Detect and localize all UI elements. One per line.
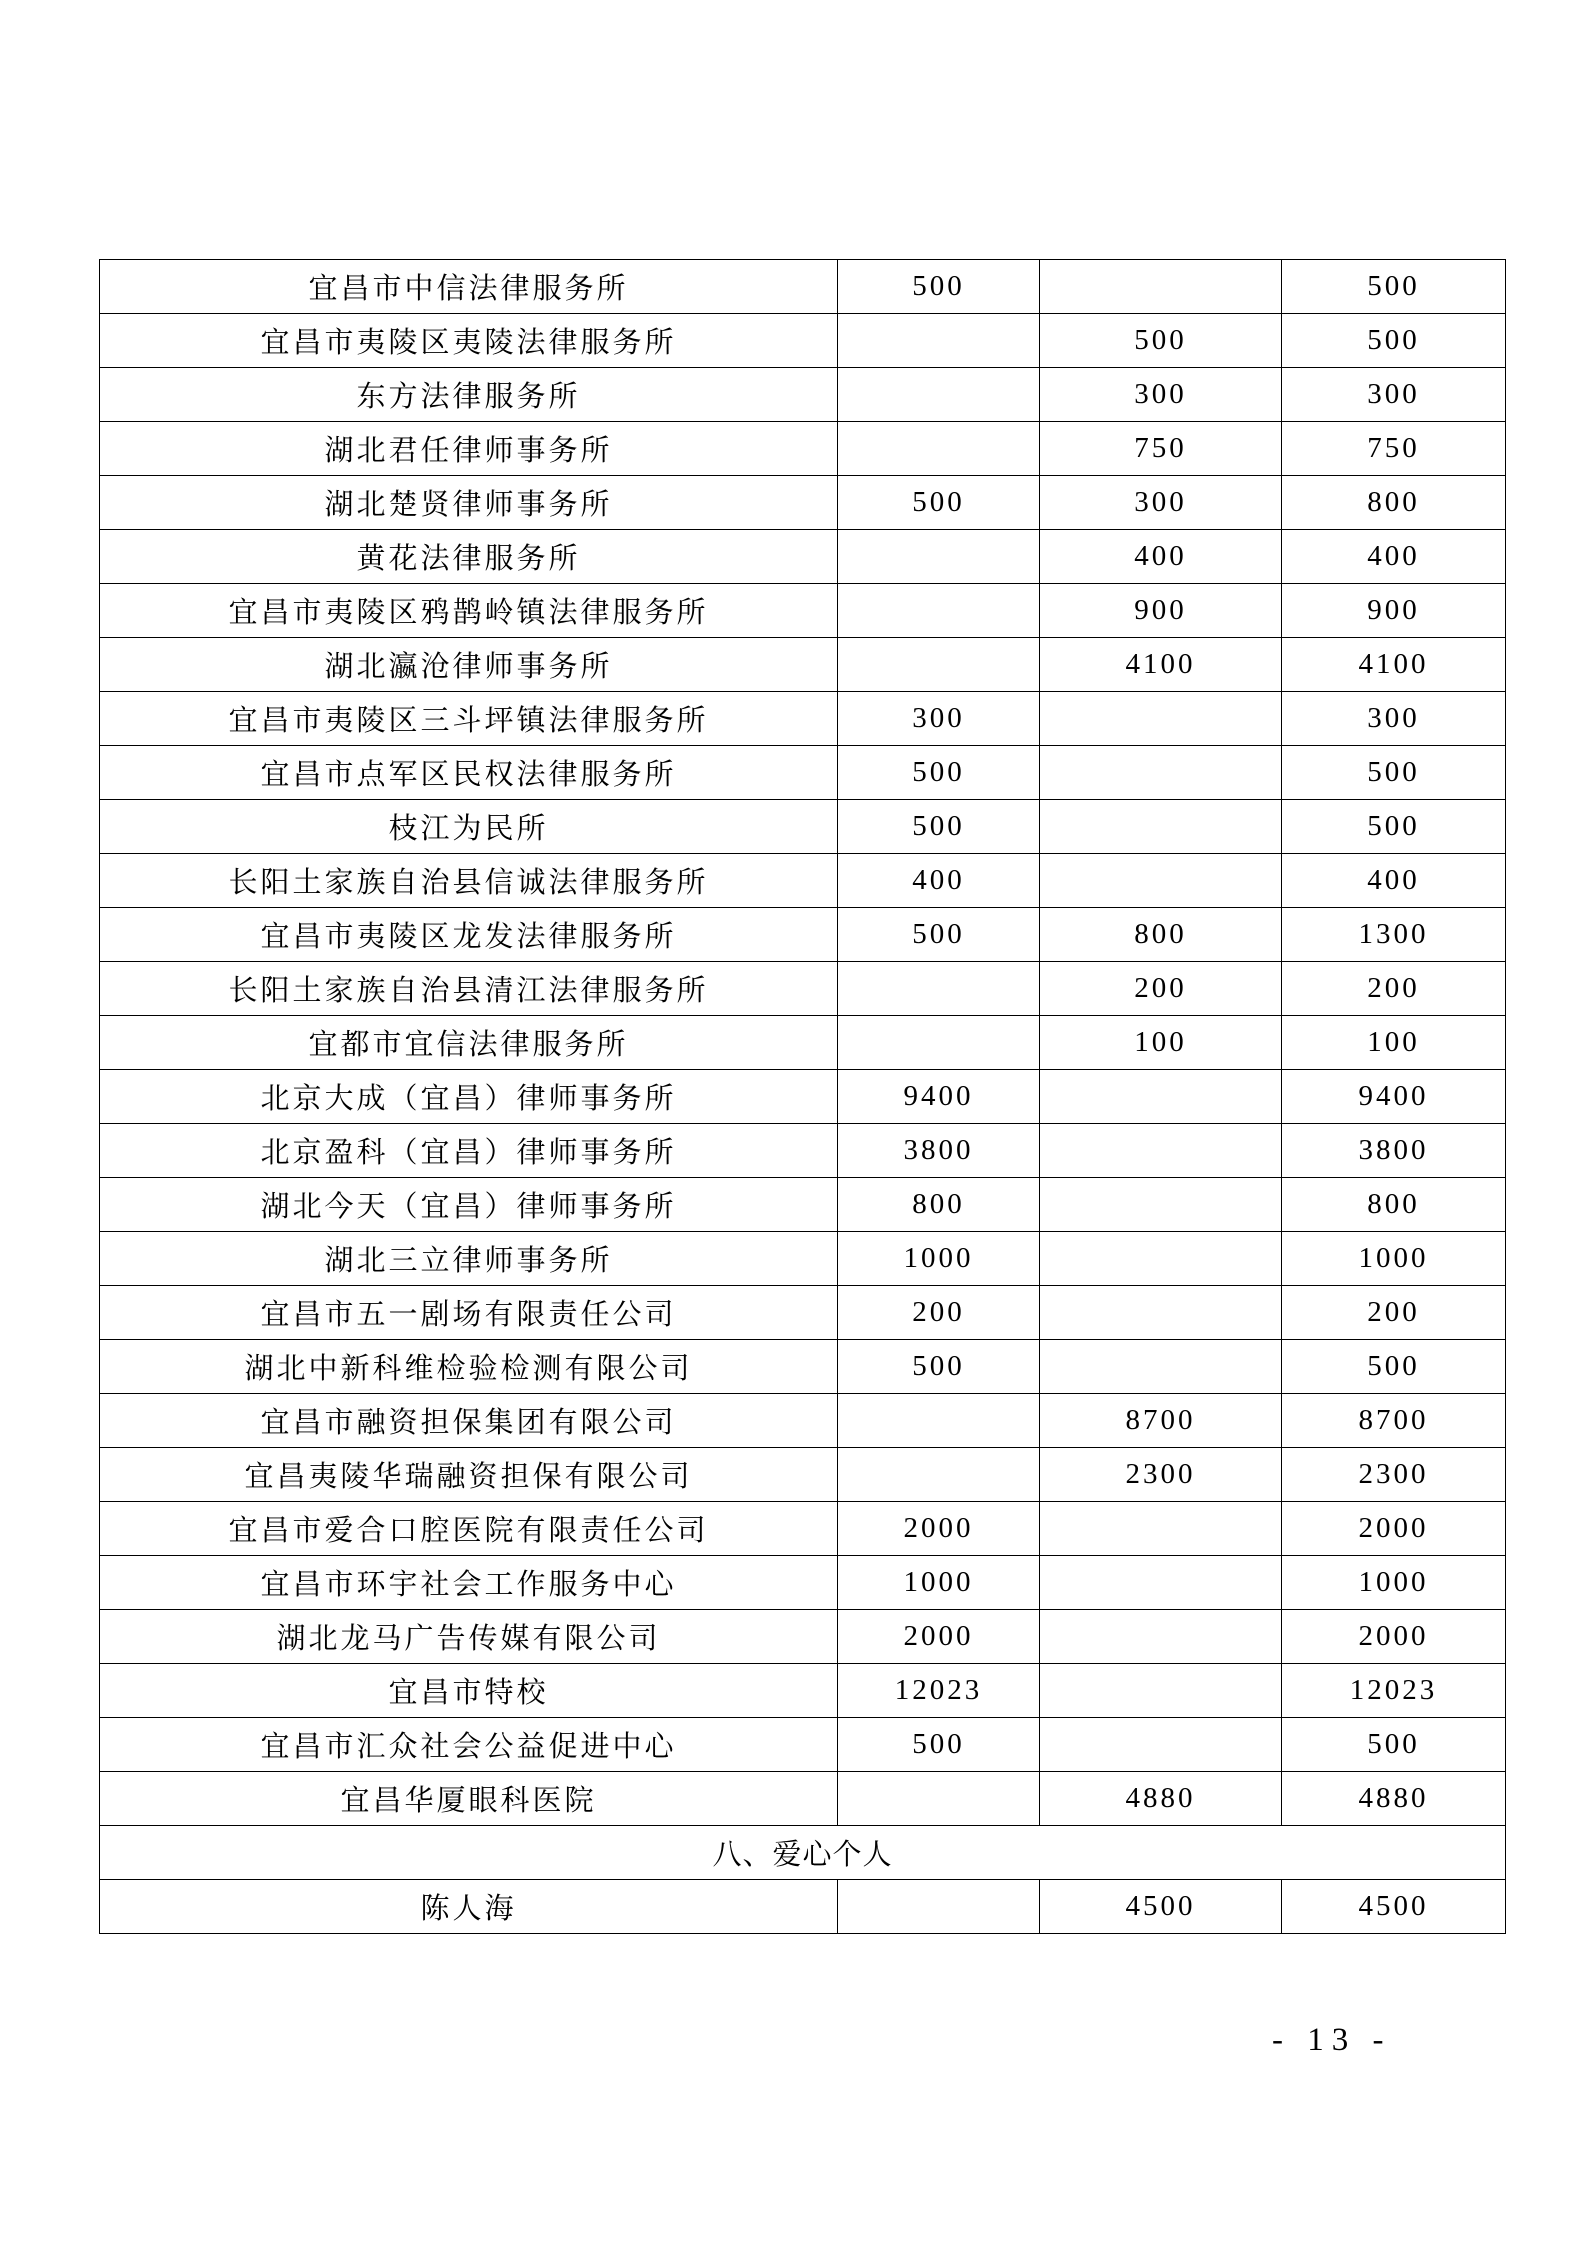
- table-row: [100, 1016, 1506, 1070]
- amount-col-2-cell: [1040, 1610, 1282, 1664]
- donor-name-cell: 湖北三立律师事务所: [100, 1232, 838, 1286]
- donor-name-cell: 宜昌夷陵华瑞融资担保有限公司: [100, 1448, 838, 1502]
- amount-col-2-cell: [1040, 1286, 1282, 1340]
- amount-col-1-cell: 1000: [838, 1232, 1040, 1286]
- amount-total-cell: 500: [1282, 260, 1506, 314]
- table-row: [100, 1232, 1506, 1286]
- amount-col-2-cell: 4880: [1040, 1772, 1282, 1826]
- donor-name-cell: 长阳土家族自治县信诚法律服务所: [100, 854, 838, 908]
- amount-total-cell: 200: [1282, 1286, 1506, 1340]
- amount-total-cell: 500: [1282, 746, 1506, 800]
- amount-col-2-cell: [1040, 1556, 1282, 1610]
- amount-col-1-cell: 500: [838, 476, 1040, 530]
- donor-name-cell: 宜昌市夷陵区鸦鹊岭镇法律服务所: [100, 584, 838, 638]
- amount-col-2-cell: 2300: [1040, 1448, 1282, 1502]
- amount-col-2-cell: [1040, 1502, 1282, 1556]
- amount-col-1-cell: 1000: [838, 1556, 1040, 1610]
- donor-name-cell: 陈人海: [100, 1880, 838, 1934]
- amount-total-cell: 4880: [1282, 1772, 1506, 1826]
- amount-total-cell: 2000: [1282, 1502, 1506, 1556]
- donor-name-cell: 湖北中新科维检验检测有限公司: [100, 1340, 838, 1394]
- table-row: [100, 368, 1506, 422]
- amount-total-cell: 500: [1282, 1340, 1506, 1394]
- amount-col-1-cell: 2000: [838, 1502, 1040, 1556]
- amount-total-cell: 100: [1282, 1016, 1506, 1070]
- amount-col-2-cell: [1040, 1718, 1282, 1772]
- table-row: [100, 1340, 1506, 1394]
- table-row: [100, 1880, 1506, 1934]
- donation-table: [99, 259, 1506, 1934]
- amount-col-1-cell: 500: [838, 746, 1040, 800]
- donor-name-cell: 长阳土家族自治县清江法律服务所: [100, 962, 838, 1016]
- amount-col-1-cell: [838, 368, 1040, 422]
- amount-col-2-cell: [1040, 854, 1282, 908]
- amount-col-2-cell: 500: [1040, 314, 1282, 368]
- amount-col-1-cell: 12023: [838, 1664, 1040, 1718]
- table-row: [100, 1286, 1506, 1340]
- amount-col-2-cell: [1040, 1178, 1282, 1232]
- amount-col-2-cell: 300: [1040, 368, 1282, 422]
- amount-col-1-cell: 3800: [838, 1124, 1040, 1178]
- amount-total-cell: 2000: [1282, 1610, 1506, 1664]
- donor-name-cell: 湖北龙马广告传媒有限公司: [100, 1610, 838, 1664]
- amount-col-2-cell: [1040, 692, 1282, 746]
- amount-total-cell: 9400: [1282, 1070, 1506, 1124]
- table-row: [100, 530, 1506, 584]
- amount-total-cell: 750: [1282, 422, 1506, 476]
- donor-name-cell: 宜都市宜信法律服务所: [100, 1016, 838, 1070]
- section-header-row: [100, 1826, 1506, 1880]
- amount-col-1-cell: 500: [838, 260, 1040, 314]
- amount-col-1-cell: 500: [838, 800, 1040, 854]
- amount-col-2-cell: [1040, 800, 1282, 854]
- table-row: [100, 1178, 1506, 1232]
- amount-col-1-cell: [838, 1772, 1040, 1826]
- amount-total-cell: 12023: [1282, 1664, 1506, 1718]
- amount-col-2-cell: 400: [1040, 530, 1282, 584]
- table-row: [100, 422, 1506, 476]
- amount-total-cell: 4100: [1282, 638, 1506, 692]
- table-row: [100, 800, 1506, 854]
- table-row: [100, 962, 1506, 1016]
- page-number: - 13 -: [1272, 2022, 1392, 2058]
- amount-col-1-cell: 300: [838, 692, 1040, 746]
- amount-total-cell: 2300: [1282, 1448, 1506, 1502]
- amount-total-cell: 300: [1282, 692, 1506, 746]
- amount-col-2-cell: 100: [1040, 1016, 1282, 1070]
- donor-name-cell: 宜昌华厦眼科医院: [100, 1772, 838, 1826]
- amount-col-1-cell: 500: [838, 908, 1040, 962]
- table-row: [100, 1772, 1506, 1826]
- donation-table-body: [100, 260, 1506, 1934]
- amount-col-2-cell: 800: [1040, 908, 1282, 962]
- table-row: [100, 1394, 1506, 1448]
- table-row: [100, 746, 1506, 800]
- table-row: [100, 1502, 1506, 1556]
- section-title: 八、爱心个人: [100, 1826, 1506, 1880]
- table-row: [100, 1448, 1506, 1502]
- donor-name-cell: 东方法律服务所: [100, 368, 838, 422]
- amount-col-2-cell: [1040, 260, 1282, 314]
- donor-name-cell: 宜昌市特校: [100, 1664, 838, 1718]
- donor-name-cell: 宜昌市汇众社会公益促进中心: [100, 1718, 838, 1772]
- amount-col-1-cell: 800: [838, 1178, 1040, 1232]
- amount-col-1-cell: 500: [838, 1718, 1040, 1772]
- amount-total-cell: 8700: [1282, 1394, 1506, 1448]
- table-row: [100, 584, 1506, 638]
- amount-total-cell: 800: [1282, 1178, 1506, 1232]
- amount-col-2-cell: 200: [1040, 962, 1282, 1016]
- amount-col-1-cell: 200: [838, 1286, 1040, 1340]
- amount-col-2-cell: [1040, 1232, 1282, 1286]
- amount-col-2-cell: 900: [1040, 584, 1282, 638]
- amount-col-2-cell: [1040, 746, 1282, 800]
- table-row: [100, 638, 1506, 692]
- amount-total-cell: 1000: [1282, 1232, 1506, 1286]
- amount-col-1-cell: 400: [838, 854, 1040, 908]
- donor-name-cell: 湖北今天（宜昌）律师事务所: [100, 1178, 838, 1232]
- donor-name-cell: 宜昌市夷陵区龙发法律服务所: [100, 908, 838, 962]
- amount-col-1-cell: [838, 1016, 1040, 1070]
- amount-total-cell: 1000: [1282, 1556, 1506, 1610]
- donor-name-cell: 宜昌市融资担保集团有限公司: [100, 1394, 838, 1448]
- amount-total-cell: 400: [1282, 854, 1506, 908]
- donor-name-cell: 枝江为民所: [100, 800, 838, 854]
- amount-total-cell: 500: [1282, 800, 1506, 854]
- amount-col-2-cell: 750: [1040, 422, 1282, 476]
- amount-col-1-cell: [838, 1880, 1040, 1934]
- amount-total-cell: 500: [1282, 1718, 1506, 1772]
- table-row: [100, 1124, 1506, 1178]
- table-row: [100, 314, 1506, 368]
- donor-name-cell: 湖北楚贤律师事务所: [100, 476, 838, 530]
- amount-col-2-cell: 4100: [1040, 638, 1282, 692]
- amount-col-2-cell: [1040, 1124, 1282, 1178]
- table-row: [100, 908, 1506, 962]
- amount-col-1-cell: [838, 1448, 1040, 1502]
- amount-col-1-cell: 9400: [838, 1070, 1040, 1124]
- amount-total-cell: 900: [1282, 584, 1506, 638]
- amount-col-1-cell: [838, 314, 1040, 368]
- amount-col-1-cell: [838, 422, 1040, 476]
- donor-name-cell: 宜昌市夷陵区三斗坪镇法律服务所: [100, 692, 838, 746]
- amount-col-2-cell: [1040, 1340, 1282, 1394]
- donor-name-cell: 宜昌市爱合口腔医院有限责任公司: [100, 1502, 838, 1556]
- table-row: [100, 476, 1506, 530]
- amount-col-2-cell: [1040, 1664, 1282, 1718]
- amount-col-1-cell: [838, 584, 1040, 638]
- amount-total-cell: 400: [1282, 530, 1506, 584]
- donor-name-cell: 北京大成（宜昌）律师事务所: [100, 1070, 838, 1124]
- table-row: [100, 1556, 1506, 1610]
- donor-name-cell: 宜昌市中信法律服务所: [100, 260, 838, 314]
- amount-total-cell: 500: [1282, 314, 1506, 368]
- amount-col-1-cell: [838, 962, 1040, 1016]
- amount-total-cell: 800: [1282, 476, 1506, 530]
- amount-total-cell: 200: [1282, 962, 1506, 1016]
- donor-name-cell: 黄花法律服务所: [100, 530, 838, 584]
- amount-total-cell: 1300: [1282, 908, 1506, 962]
- amount-col-1-cell: [838, 638, 1040, 692]
- amount-col-1-cell: [838, 530, 1040, 584]
- donor-name-cell: 宜昌市五一剧场有限责任公司: [100, 1286, 838, 1340]
- amount-col-1-cell: [838, 1394, 1040, 1448]
- donor-name-cell: 湖北瀛沧律师事务所: [100, 638, 838, 692]
- table-row: [100, 854, 1506, 908]
- table-row: [100, 1718, 1506, 1772]
- amount-col-2-cell: 300: [1040, 476, 1282, 530]
- table-row: [100, 1070, 1506, 1124]
- table-row: [100, 1610, 1506, 1664]
- donor-name-cell: 宜昌市点军区民权法律服务所: [100, 746, 838, 800]
- amount-col-1-cell: 500: [838, 1340, 1040, 1394]
- table-row: [100, 692, 1506, 746]
- donor-name-cell: 宜昌市环宇社会工作服务中心: [100, 1556, 838, 1610]
- table-row: [100, 1664, 1506, 1718]
- donor-name-cell: 湖北君任律师事务所: [100, 422, 838, 476]
- donor-name-cell: 宜昌市夷陵区夷陵法律服务所: [100, 314, 838, 368]
- donor-name-cell: 北京盈科（宜昌）律师事务所: [100, 1124, 838, 1178]
- amount-col-2-cell: 8700: [1040, 1394, 1282, 1448]
- amount-total-cell: 4500: [1282, 1880, 1506, 1934]
- amount-col-1-cell: 2000: [838, 1610, 1040, 1664]
- amount-col-2-cell: [1040, 1070, 1282, 1124]
- amount-total-cell: 300: [1282, 368, 1506, 422]
- amount-total-cell: 3800: [1282, 1124, 1506, 1178]
- amount-col-2-cell: 4500: [1040, 1880, 1282, 1934]
- table-row: [100, 260, 1506, 314]
